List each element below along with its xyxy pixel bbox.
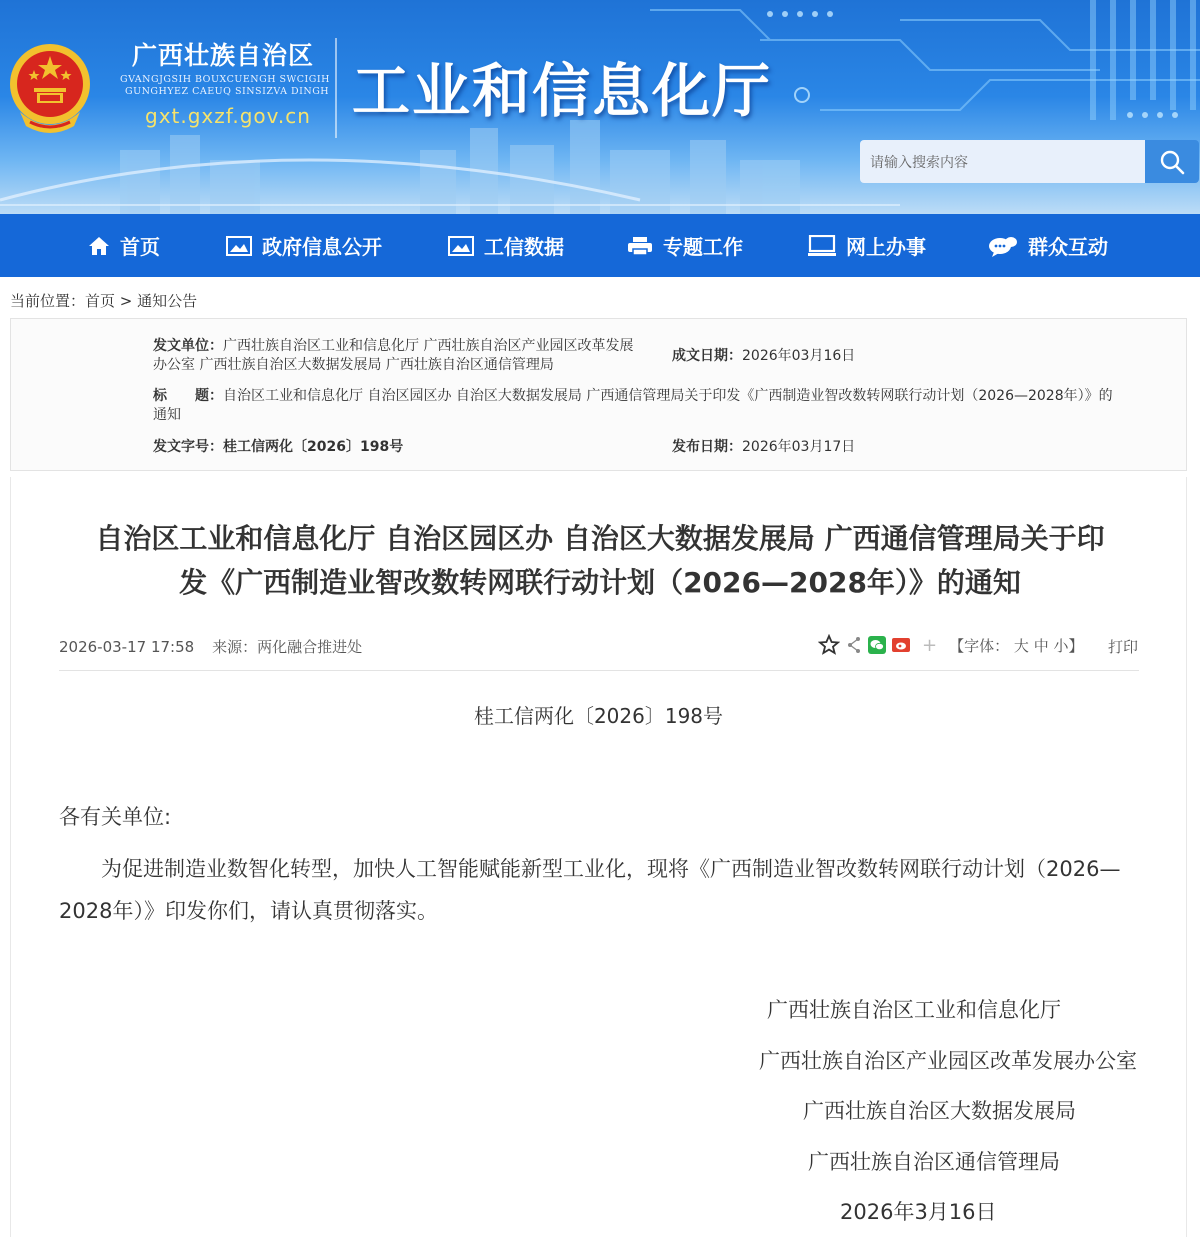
meta-publish-label: 发布日期： [672, 439, 742, 455]
meta-title-label: 标 题： [153, 388, 223, 404]
nav-item-gov-info[interactable] [226, 214, 382, 277]
more-share-icon[interactable]: + [922, 634, 938, 656]
picture-icon [448, 236, 474, 256]
wechat-icon[interactable] [868, 636, 886, 654]
article-body-line1: 为促进制造业数智化转型，加快人工智能赋能新型工业化，现将《广西制造业智改数转网联行动计划（2026— [101, 857, 1121, 881]
share-icon[interactable] [846, 636, 862, 654]
site-url: gxt.gxzf.gov.cn [145, 104, 311, 128]
favorite-star-icon[interactable] [818, 634, 840, 656]
article-title-line1: 自治区工业和信息化厅 自治区园区办 自治区大数据发展局 广西通信管理局关于印 [95, 522, 1105, 555]
font-small-link[interactable]: 小 [1053, 636, 1069, 655]
signer-4: 广西壮族自治区通信管理局 [808, 1150, 1060, 1174]
header-banner [0, 0, 1200, 214]
breadcrumb [10, 290, 197, 311]
meta-issuer-line2: 办公室 广西壮族自治区大数据发展局 广西壮族自治区通信管理局 [153, 357, 554, 373]
font-size-close: 】 [1068, 636, 1084, 655]
search-icon [1159, 149, 1185, 175]
font-size-control [949, 635, 1083, 656]
signer-2: 广西壮族自治区产业园区改革发展办公室 [759, 1049, 1137, 1073]
monitor-icon [808, 235, 836, 257]
article-doc-number: 桂工信两化〔2026〕198号 [473, 704, 724, 728]
nav-label-data: 工信数据 [484, 235, 564, 259]
meta-issuer-line1: 广西壮族自治区工业和信息化厅 广西壮族自治区产业园区改革发展 [223, 338, 634, 354]
article-divider [59, 670, 1139, 671]
article-datetime: 2026-03-17 17:58 [59, 638, 195, 656]
breadcrumb-separator: > [115, 292, 138, 310]
signer-3: 广西壮族自治区大数据发展局 [803, 1099, 1076, 1123]
meta-publish-value: 2026年03月17日 [742, 439, 856, 455]
nav-label-home: 首页 [120, 235, 160, 259]
meta-date-made-value: 2026年03月16日 [742, 348, 856, 364]
article-tools [818, 634, 1084, 656]
meta-doc-no [153, 438, 403, 457]
picture-icon [226, 236, 252, 256]
article-title-line2: 发《广西制造业智改数转网联行动计划（2026—2028年）》的通知 [179, 566, 1021, 599]
meta-doc-no-value: 桂工信两化〔2026〕198号 [223, 439, 404, 455]
national-emblem-icon [8, 40, 92, 136]
article-info [59, 636, 380, 657]
article-body-line2: 2028年）》印发你们，请认真贯彻落实。 [59, 899, 438, 923]
region-name: 广西壮族自治区 [132, 41, 315, 70]
nav-item-interaction[interactable] [988, 214, 1108, 277]
meta-date-made [672, 347, 855, 366]
print-link[interactable]: 打印 [1108, 638, 1139, 656]
nav-item-topics[interactable] [627, 214, 743, 277]
breadcrumb-prefix: 当前位置： [10, 292, 86, 310]
meta-issuer [153, 337, 663, 375]
article-title [40, 517, 1160, 605]
nav-item-home[interactable] [88, 214, 160, 277]
nav-item-online-services[interactable] [808, 214, 926, 277]
nav-item-data[interactable] [448, 214, 564, 277]
home-icon [88, 236, 110, 256]
main-nav [0, 214, 1200, 277]
font-medium-link[interactable]: 中 [1033, 636, 1049, 655]
nav-label-interaction: 群众互动 [1028, 235, 1108, 259]
printer-icon [627, 236, 653, 256]
article-salutation: 各有关单位: [59, 805, 172, 829]
meta-issuer-label: 发文单位： [153, 338, 223, 354]
meta-title [153, 387, 1173, 425]
department-title: 工业和信息化厅 [352, 57, 773, 125]
article-body-paragraph [59, 848, 1141, 932]
sign-date: 2026年3月16日 [840, 1200, 997, 1224]
breadcrumb-current-link[interactable]: 通知公告 [137, 292, 198, 310]
signer-1: 广西壮族自治区工业和信息化厅 [767, 998, 1061, 1022]
chat-icon [988, 235, 1018, 257]
weibo-icon[interactable] [892, 638, 910, 652]
breadcrumb-home-link[interactable]: 首页 [85, 292, 116, 310]
region-name-zhuang-line2: GUNGHYEZ CAEUQ SINSIZVA DINGH [125, 86, 330, 97]
meta-publish-date [672, 438, 855, 457]
font-large-link[interactable]: 大 [1013, 636, 1029, 655]
article-source: 来源：两化融合推进处 [212, 638, 363, 656]
font-size-label: 【字体： [949, 636, 1010, 655]
search-input[interactable] [860, 140, 1145, 183]
search-button[interactable] [1145, 140, 1199, 183]
meta-title-line1: 自治区工业和信息化厅 自治区园区办 自治区大数据发展局 广西通信管理局关于印发《广西制造业智改数转网联行动计划（2026—2028年）》的 [223, 388, 1113, 404]
meta-date-made-label: 成文日期： [672, 348, 742, 364]
nav-label-gov-info: 政府信息公开 [262, 235, 382, 259]
nav-label-online-services: 网上办事 [846, 235, 926, 259]
header-divider [335, 38, 337, 138]
nav-label-topics: 专题工作 [663, 235, 743, 259]
meta-title-line2: 通知 [153, 407, 181, 423]
region-name-zhuang-line1: GVANGJGSIH BOUXCUENGH SWCIGIH [120, 74, 330, 85]
meta-doc-no-label: 发文字号： [153, 439, 223, 455]
